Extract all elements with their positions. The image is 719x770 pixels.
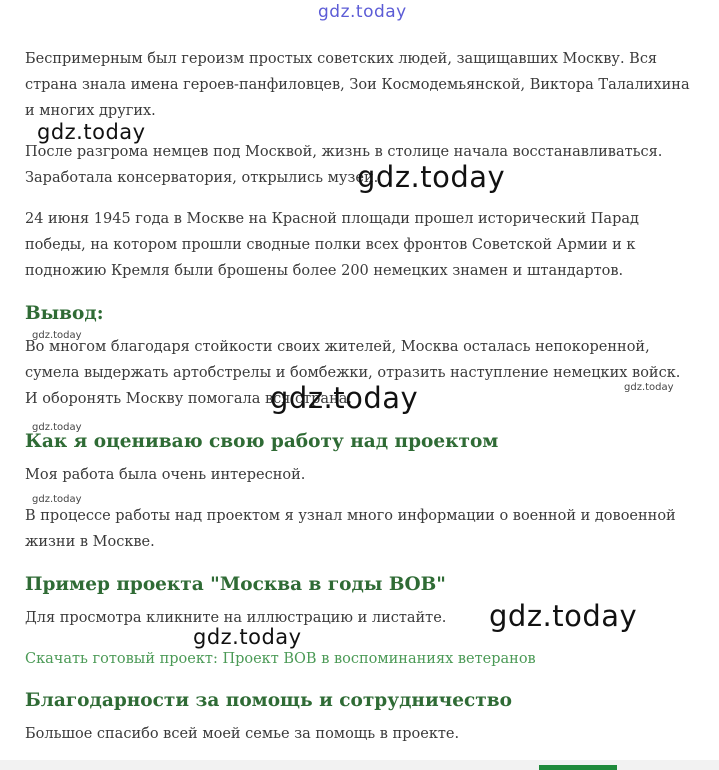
heading-conclusion: Вывод: — [25, 303, 104, 324]
watermark: gdz.today — [37, 120, 146, 144]
heading-evaluation: Как я оцениваю свою работу над проектом — [25, 431, 499, 452]
footer-button[interactable] — [539, 765, 617, 770]
heading-example: Пример проекта "Москва в годы ВОВ" — [25, 574, 446, 595]
paragraph-interesting: Моя работа была очень интересной. — [25, 467, 306, 483]
watermark: gdz.today — [489, 599, 638, 633]
watermark: gdz.today — [357, 160, 506, 194]
paragraph-instruction: Для просмотра кликните на иллюстрацию и листайте. — [25, 610, 447, 626]
watermark: gdz.today — [32, 494, 82, 505]
watermark: gdz.today — [32, 330, 82, 341]
watermark: gdz.today — [32, 422, 82, 433]
paragraph-learned: В процессе работы над проектом я узнал много информации о военной и довоенной жизни в Москве. — [25, 508, 676, 550]
paragraph-recovery: После разгрома немцев под Москвой, жизнь в столице начала восстанавливаться. Заработала консерватория, открылись музеи. — [25, 144, 663, 186]
watermark: gdz.today — [318, 2, 407, 22]
paragraph-parade: 24 июня 1945 года в Москве на Красной площади прошел исторический Парад победы, на котором прошли сводные полки всех фронтов Советской Армии и к подножию Кремля были брошены более 200 немецких знамен и штандартов. — [25, 211, 639, 279]
watermark: gdz.today — [193, 625, 302, 649]
paragraph-thanks: Большое спасибо всей моей семье за помощь в проекте. — [25, 726, 460, 742]
watermark: gdz.today — [270, 381, 419, 415]
paragraph-conclusion: Во многом благодаря стойкости своих жителей, Москва осталась непокоренной, сумела выдержать артобстрелы и бомбежки, отразить наступление немецких войск. И оборонять Москву помогала вся страна. — [25, 339, 681, 407]
download-project-link[interactable]: Скачать готовый проект: Проект ВОВ в воспоминаниях ветеранов — [25, 651, 536, 667]
heading-thanks: Благодарности за помощь и сотрудничество — [25, 690, 512, 711]
paragraph-heroism: Беспримерным был героизм простых советских людей, защищавших Москву. Вся страна знала имена героев-панфиловцев, Зои Космодемьянской, Виктора Талалихина и многих других. — [25, 51, 690, 119]
watermark: gdz.today — [624, 382, 674, 393]
